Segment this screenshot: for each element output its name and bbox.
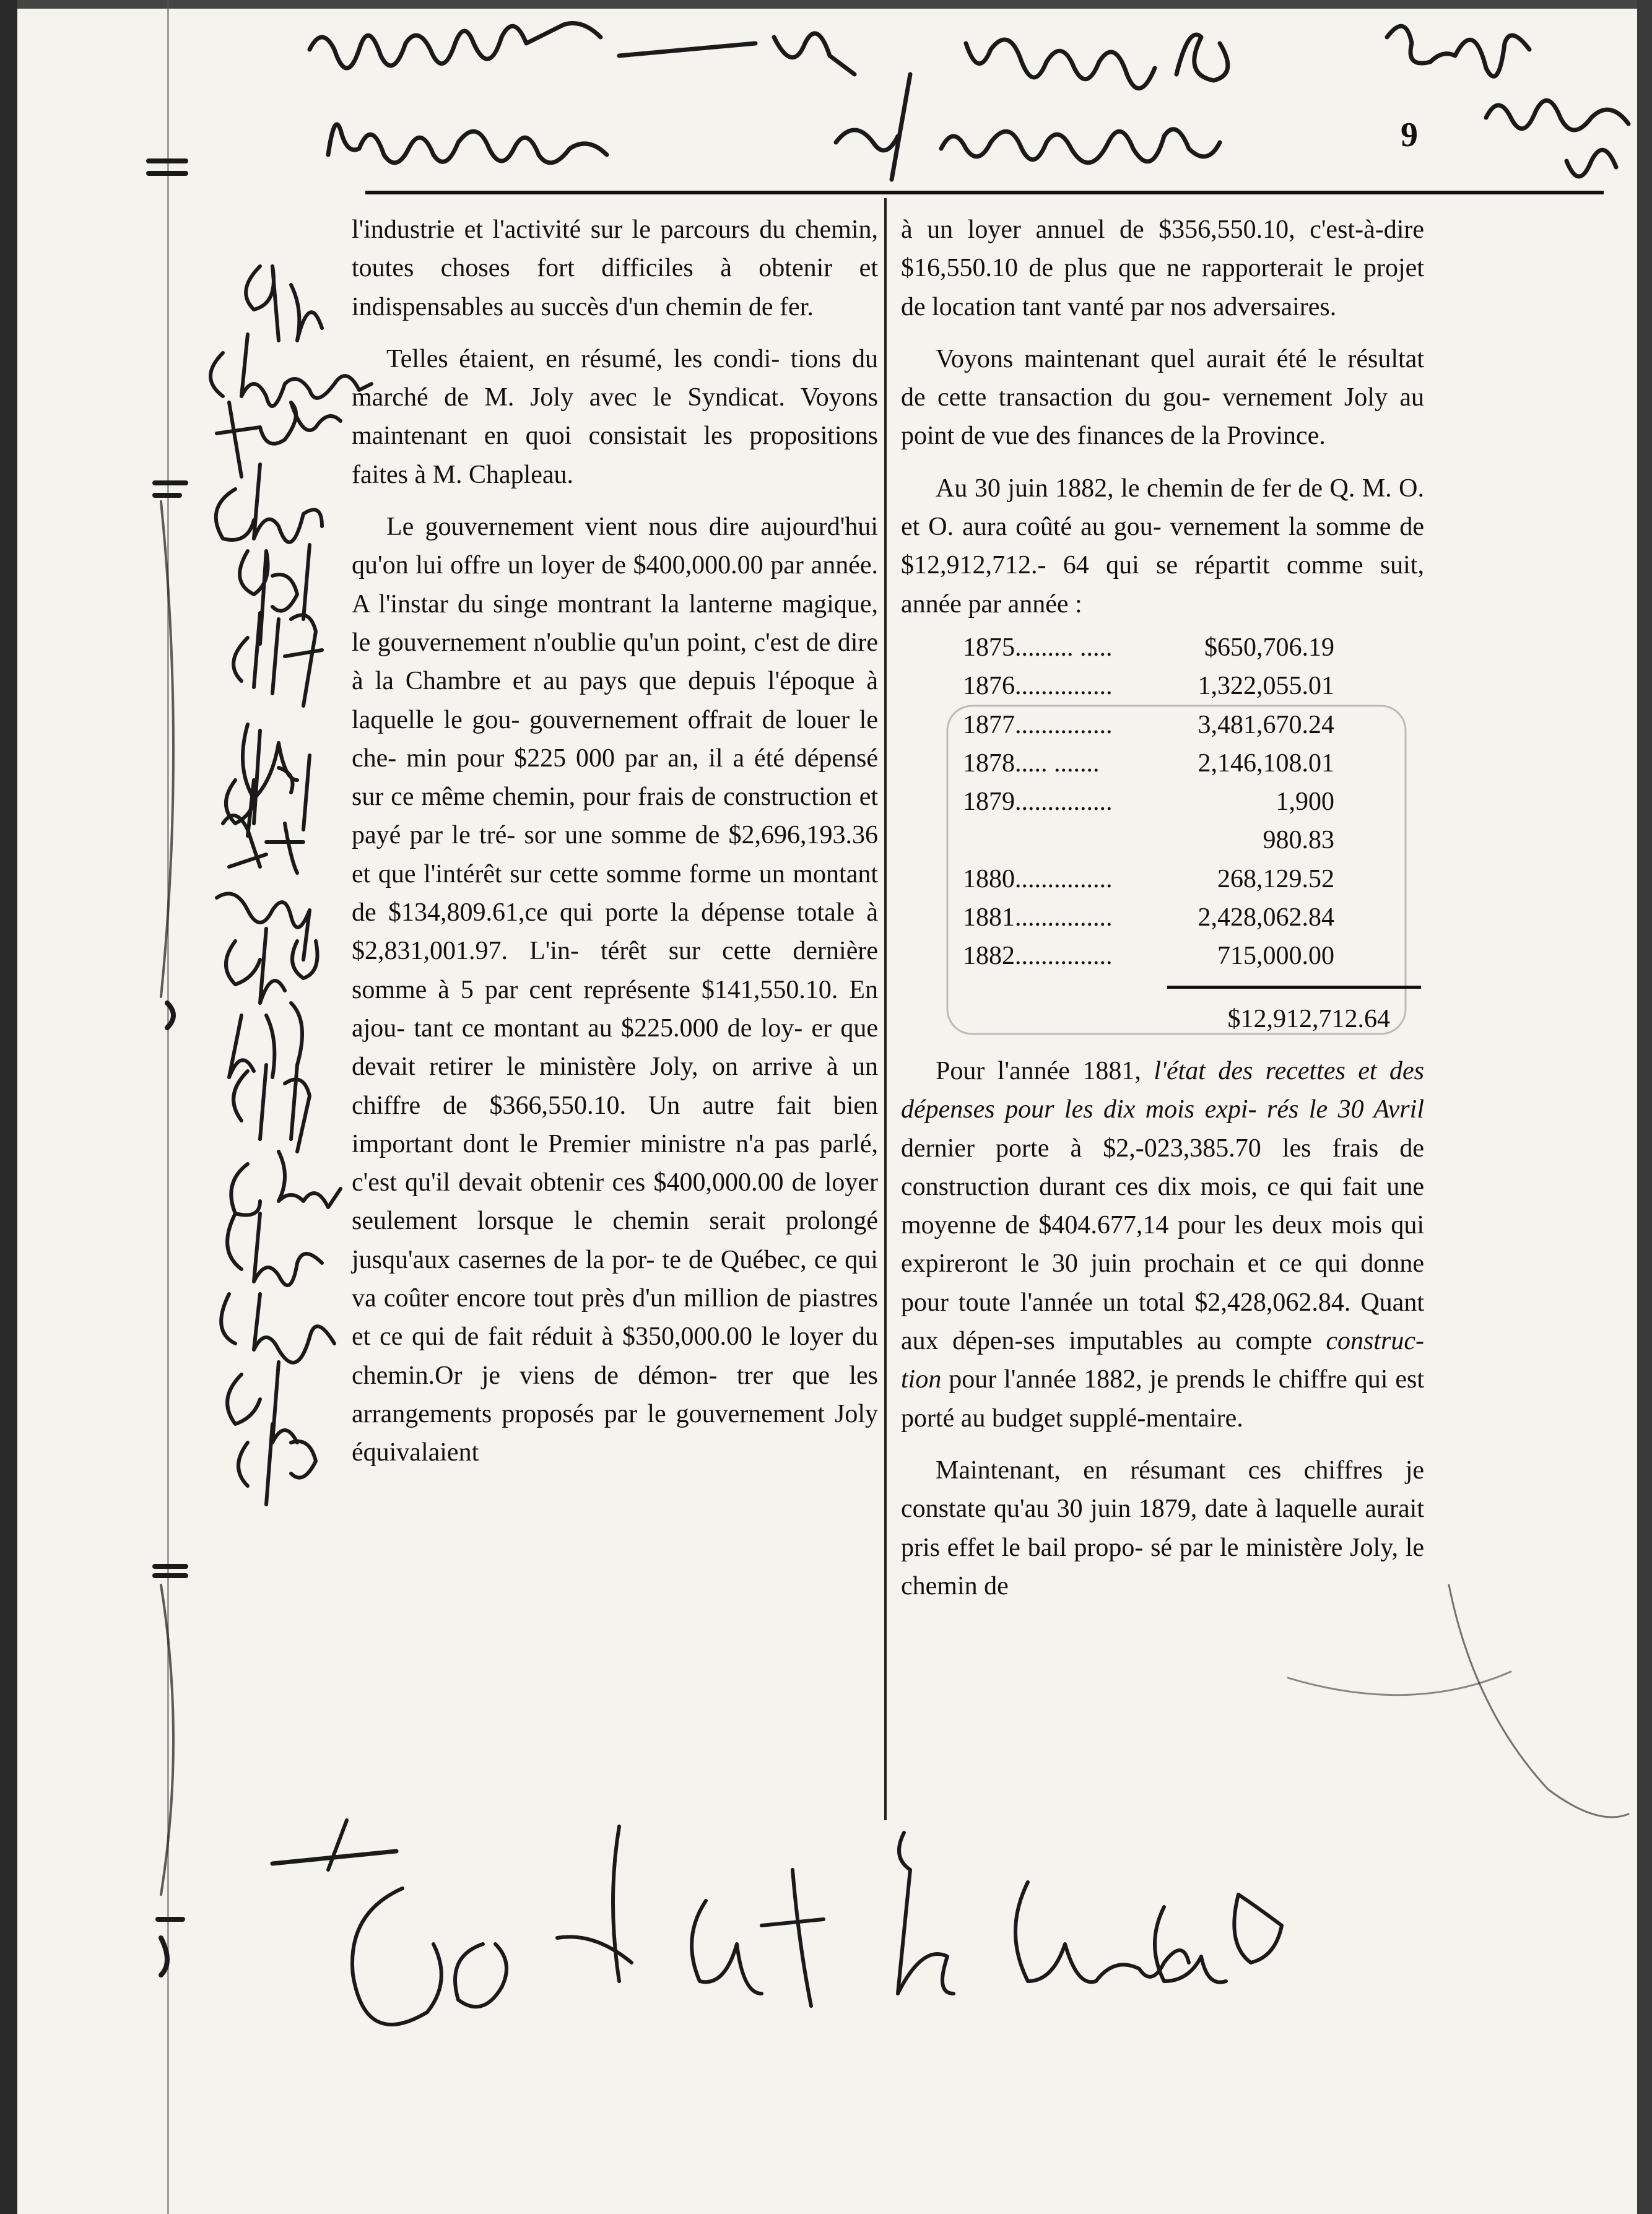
table-amount: 2,146,108.01 (1198, 749, 1334, 778)
text-line: sé par le ministère Joly, le chemin de (901, 1533, 1424, 1600)
text-line: le résultat de cette transaction du gou- (901, 344, 1424, 412)
text-line: te de Québec, ce qui va coûter encore (352, 1245, 878, 1313)
paragraph-result (901, 340, 1424, 456)
text-line: de Q. M. O. et O. aura coûté au gou- (901, 474, 1425, 542)
table-amount: 2,428,062.84 (1198, 903, 1334, 932)
text-line: tions du marché de M. Joly avec le (352, 344, 878, 412)
text-line: on arrive à un chiffre de $366,550.10. (352, 1053, 878, 1120)
header-rule (365, 191, 1604, 194)
text-line: qu'il devait obtenir ces $400,000.00 de (405, 1168, 825, 1197)
text-line: Premier ministre n'a pas parlé, c'est (352, 1129, 878, 1197)
text-line: dépense totale à $2,831,001.97. L'in- (352, 898, 879, 966)
table-year: 1879............... (963, 788, 1113, 817)
text-line: $400,000.00 par année. A l'instar du (352, 551, 878, 619)
text-line: min pour $225 000 par an, il a été (406, 744, 794, 773)
text-line: frais de construction et payé par le tré- (352, 783, 879, 850)
text-line: cent représente $141,550.10. En ajou- (352, 975, 878, 1043)
text-line: ce qui de fait réduit à $350,000.00 le (380, 1322, 789, 1352)
text-line: vernement la somme de $12,912,712.- (901, 513, 1424, 580)
text-line: le gouvernement n'oublie qu'un point, (352, 628, 754, 657)
column-divider (884, 198, 887, 1820)
table-year: 1877............... (963, 710, 1113, 739)
text-run: pour l'année 1882, je prends le chiffre qui est porté au budget supplé-mentaire. (901, 1365, 1425, 1433)
text-line: montant de $134,809.61,ce qui porte la (352, 859, 879, 927)
text-line: dépensé sur ce même chemin, pour (352, 744, 878, 812)
text-line: rapporterait le projet de location tant (901, 254, 1424, 321)
text-line: à un loyer annuel de $356,550.10, (901, 215, 1310, 244)
text-line: Un autre fait bien important dont le (352, 1091, 878, 1158)
table-amount: 3,481,670.24 (1198, 710, 1334, 739)
table-row (901, 860, 1334, 898)
text-line: Voyons maintenant quel aurait été (936, 344, 1318, 373)
table-row (901, 628, 1334, 667)
table-amount: 1,900 980.83 (1263, 788, 1334, 855)
text-line: que l'intérêt sur cette somme forme un (378, 859, 793, 888)
table-row (901, 667, 1334, 705)
text-line: gouvernement offrait de louer le che- (352, 705, 878, 773)
text-line: trer que les arrangements proposés (352, 1361, 878, 1428)
text-line: sor une somme de $2,696,193.36 et (352, 821, 878, 888)
page-number: 9 (1401, 116, 1418, 154)
text-run: dernier porte à $2,-023,385.70 les frais de construction durant ces dix mois, ce qui fait une moyenne de $404.677,14 pour les deux mois qui expireront le 30 juin prochain et ce qui donne pour toute l'année un total $2,428,062.84. Quant aux dépen-ses imputables au compte (901, 1134, 1424, 1356)
table-year: 1881............... (963, 903, 1113, 932)
table-row (901, 937, 1334, 975)
paragraph-rent (901, 211, 1424, 326)
left-column (352, 211, 878, 1472)
table-row (901, 706, 1334, 744)
text-line: er que devait retirer le ministère Joly, (352, 1014, 878, 1082)
text-line: que depuis l'époque à laquelle le gou- (352, 667, 878, 734)
text-line: finances de la Province. (1077, 422, 1326, 451)
right-column (901, 211, 1424, 1605)
text-run-italic: l'état des recettes et des dépenses pour les dix mois expi- rés le 30 Avril (901, 1056, 1424, 1124)
text-line: Telles étaient, en résumé, les condi- (386, 344, 791, 373)
text-line: par le gouvernement Joly équivalaient (352, 1399, 878, 1467)
text-line: Syndicat. Voyons maintenant en quoi (352, 383, 878, 451)
text-line: c'est de dire à la Chambre et au pays (352, 628, 878, 696)
paragraph-june-1882 (901, 469, 1424, 623)
text-run: Pour l'année 1881, (936, 1056, 1154, 1085)
text-line: tant ce montant au $225.000 de loy- (414, 1014, 812, 1043)
table-year: 1878..... ....... (963, 749, 1100, 778)
table-year: 1880............... (963, 864, 1113, 893)
text-line: prolongé jusqu'aux casernes de la por- (352, 1207, 878, 1274)
paragraph-industry (352, 211, 878, 326)
text-line: à obtenir et indispensables au succès (352, 254, 878, 321)
total-rule (1167, 986, 1421, 989)
text-line: aujourd'hui qu'on lui offre un loyer de (352, 513, 878, 580)
table-row (901, 783, 1334, 860)
text-line: 64 qui se répartit comme suit, année (901, 551, 1424, 619)
text-line: Au 30 juin 1882, le chemin de fer (936, 474, 1298, 503)
expense-table (901, 628, 1424, 1038)
table-row (901, 744, 1334, 783)
text-run-italic: construc- tion (901, 1327, 1424, 1394)
text-line: consistait les propositions faites à M. (352, 422, 878, 489)
paragraph-1881 (901, 1052, 1424, 1438)
text-line: Le gouvernement vient nous dire (386, 513, 761, 542)
paragraph-government (352, 508, 878, 1472)
text-line: l'industrie et l'activité sur le parcours (352, 215, 760, 244)
text-line: d'un chemin de fer. (615, 292, 814, 321)
text-line: térêt sur cette dernière somme à 5 par (352, 937, 878, 1004)
text-line: tout près d'un million de piastres et (352, 1284, 878, 1352)
table-amount: $650,706.19 (1204, 633, 1334, 662)
paragraph-summary (901, 1451, 1424, 1605)
table-year: 1875......... ..... (963, 633, 1113, 662)
text-line: c'est-à-dire $16,550.10 de plus que ne (901, 215, 1424, 283)
table-year: 1882............... (963, 942, 1113, 971)
paragraph-conditions (352, 340, 878, 494)
text-line: singe montrant la lanterne magique, (493, 589, 878, 619)
table-total: $12,912,712.64 (1227, 1004, 1390, 1033)
text-line: loyer seulement lorsque le chemin serait (352, 1168, 878, 1236)
text-line: laquelle aurait pris effet le bail propo- (901, 1495, 1425, 1562)
table-row (901, 898, 1334, 937)
text-line: vernement Joly au point de vue des (901, 383, 1425, 451)
text-line: Maintenant, en résumant ces chiffres (936, 1456, 1406, 1485)
table-amount: 1,322,055.01 (1198, 672, 1334, 701)
table-amount: 268,129.52 (1217, 864, 1334, 893)
table-amount: 715,000.00 (1217, 942, 1334, 971)
text-line: je constate qu'au 30 juin 1879, date à (901, 1456, 1424, 1524)
text-line: vanté par nos adversaires. (1067, 292, 1337, 321)
text-line: du chemin, toutes choses fort difficiles (352, 215, 878, 283)
text-line: Chapleau. (468, 460, 574, 489)
table-year: 1876............... (963, 672, 1113, 701)
text-line: par année : (968, 589, 1082, 619)
text-line: loyer du chemin.Or je viens de démon- (352, 1322, 879, 1390)
